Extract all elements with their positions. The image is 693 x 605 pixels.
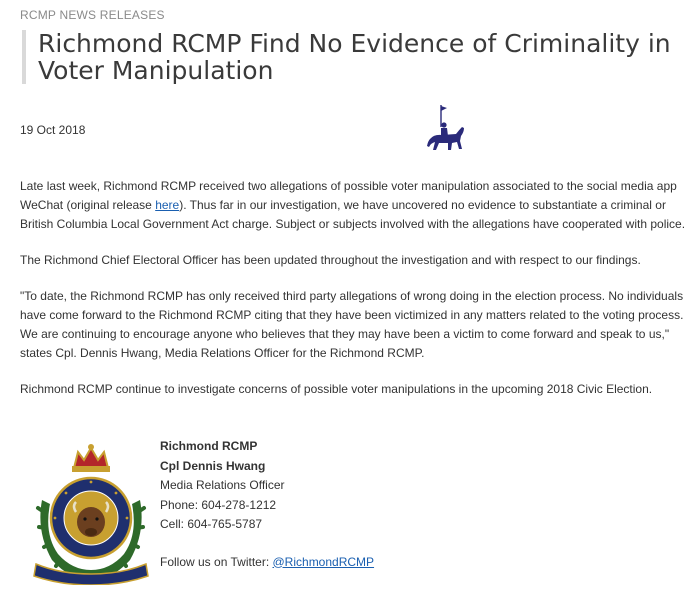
twitter-follow xyxy=(160,553,374,573)
section-kicker: RCMP NEWS RELEASES xyxy=(20,8,165,22)
signature-org: Richmond RCMP xyxy=(160,439,258,453)
paragraph-1-start: Late last week, Richmond RCMP received two allegations of possible voter manipulation associated to the social media app WeChat (original release xyxy=(20,179,677,212)
signature-block xyxy=(160,437,374,572)
release-date: 19 Oct 2018 xyxy=(20,123,86,137)
paragraph-4: Richmond RCMP continue to investigate concerns of possible voter manipulations in the upcoming 2018 Civic Election. xyxy=(20,382,653,396)
twitter-handle-link[interactable]: @RichmondRCMP xyxy=(272,554,375,569)
release-body xyxy=(20,177,692,416)
signature-phone: Phone: 604-278-1212 xyxy=(160,497,277,512)
paragraph-3: "To date, the Richmond RCMP has only received third party allegations of wrong doing in the election process. No individuals have come forward to the Richmond RCMP citing that they have been victimized in any matters related to the voting process. We are continuing to encourage anyone who believes that they may have been a victim to come forward and speak to us," states Cpl. Dennis Hwang, Media Relations Officer for the Richmond RCMP. xyxy=(20,289,684,360)
twitter-follow-label: Follow us on Twitter: xyxy=(160,554,273,569)
original-release-link[interactable]: here xyxy=(155,198,180,212)
page-title: Richmond RCMP Find No Evidence of Criminality in Voter Manipulation xyxy=(38,29,671,85)
paragraph-1-end: ). Thus far in our investigation, we have uncovered no evidence to substantiate a criminal or British Columbia Local Government Act charge. Subject or subjects involved with the allegations have cooperated with police. xyxy=(20,198,686,231)
signature-name: Cpl Dennis Hwang xyxy=(160,458,266,473)
signature-role: Media Relations Officer xyxy=(160,478,285,492)
rcmp-crest-icon xyxy=(30,442,152,585)
mounted-police-rider-icon xyxy=(424,103,468,155)
paragraph-1 xyxy=(20,177,692,234)
title-block xyxy=(22,30,692,84)
signature-cell: Cell: 604-765-5787 xyxy=(160,517,263,531)
paragraph-2: The Richmond Chief Electoral Officer has been updated throughout the investigation and with respect to our findings. xyxy=(20,253,641,267)
